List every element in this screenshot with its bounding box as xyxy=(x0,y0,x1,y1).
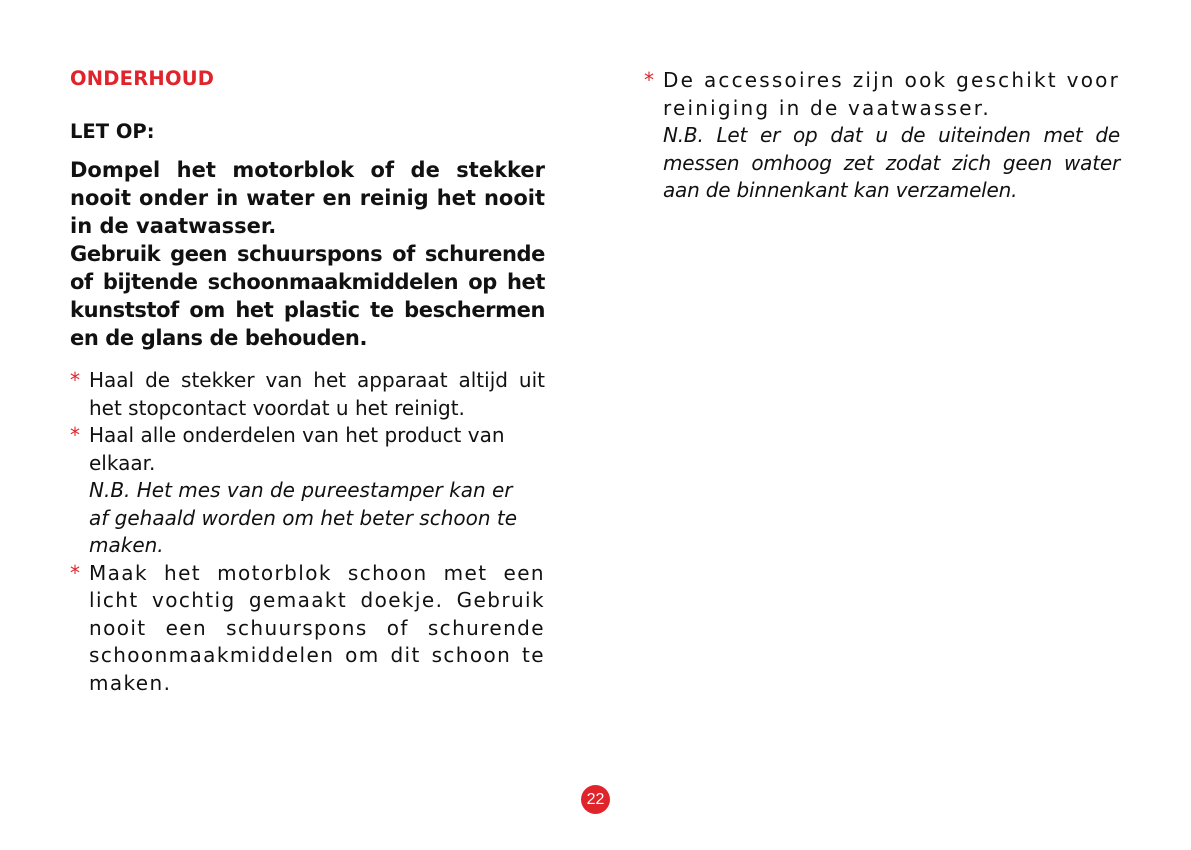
warning-line-1: Dompel het motorblok of de stekker nooit onder in water en reinig het nooit in de vaatwasser. xyxy=(70,158,545,238)
list-item xyxy=(644,67,1120,205)
bullet-star-icon: * xyxy=(70,560,80,585)
warning-line-2: Gebruik geen schuurspons of schurende of bijtende schoonmaakmiddelen op het kunststof om het plastic te beschermen en de glans de behouden. xyxy=(70,242,545,350)
section-title: ONDERHOUD xyxy=(70,67,215,90)
bullet-text: De accessoires zijn ook geschikt voor reiniging in de vaatwasser. xyxy=(663,68,1120,120)
list-item xyxy=(70,367,545,422)
bullet-star-icon: * xyxy=(644,68,654,92)
bullet-text: Maak het motorblok schoon met een licht vochtig gemaakt doekje. Gebruik nooit een schuurspons of schurende schoonmaakmiddelen om dit schoon te maken. xyxy=(89,560,545,695)
bullet-text: Haal alle onderdelen van het product van elkaar. xyxy=(89,423,505,475)
warning-text xyxy=(70,156,545,352)
right-bullet-list xyxy=(644,67,1120,205)
bullet-star-icon: * xyxy=(70,423,80,447)
bullet-note: N.B. Het mes van de pureestamper kan er af gehaald worden om het beter schoon te maken. xyxy=(89,478,518,557)
page-number-badge: 22 xyxy=(581,785,610,814)
left-bullet-list xyxy=(70,367,545,697)
bullet-text: Haal de stekker van het apparaat altijd uit het stopcontact voordat u het reinigt. xyxy=(89,368,545,420)
list-item xyxy=(70,560,545,698)
bullet-star-icon: * xyxy=(70,368,80,392)
list-item xyxy=(70,422,545,560)
warning-label: LET OP: xyxy=(70,120,155,143)
bullet-note: N.B. Let er op dat u de uiteinden met de messen omhoog zet zodat zich geen water aan de binnenkant kan verzamelen. xyxy=(663,123,1120,202)
